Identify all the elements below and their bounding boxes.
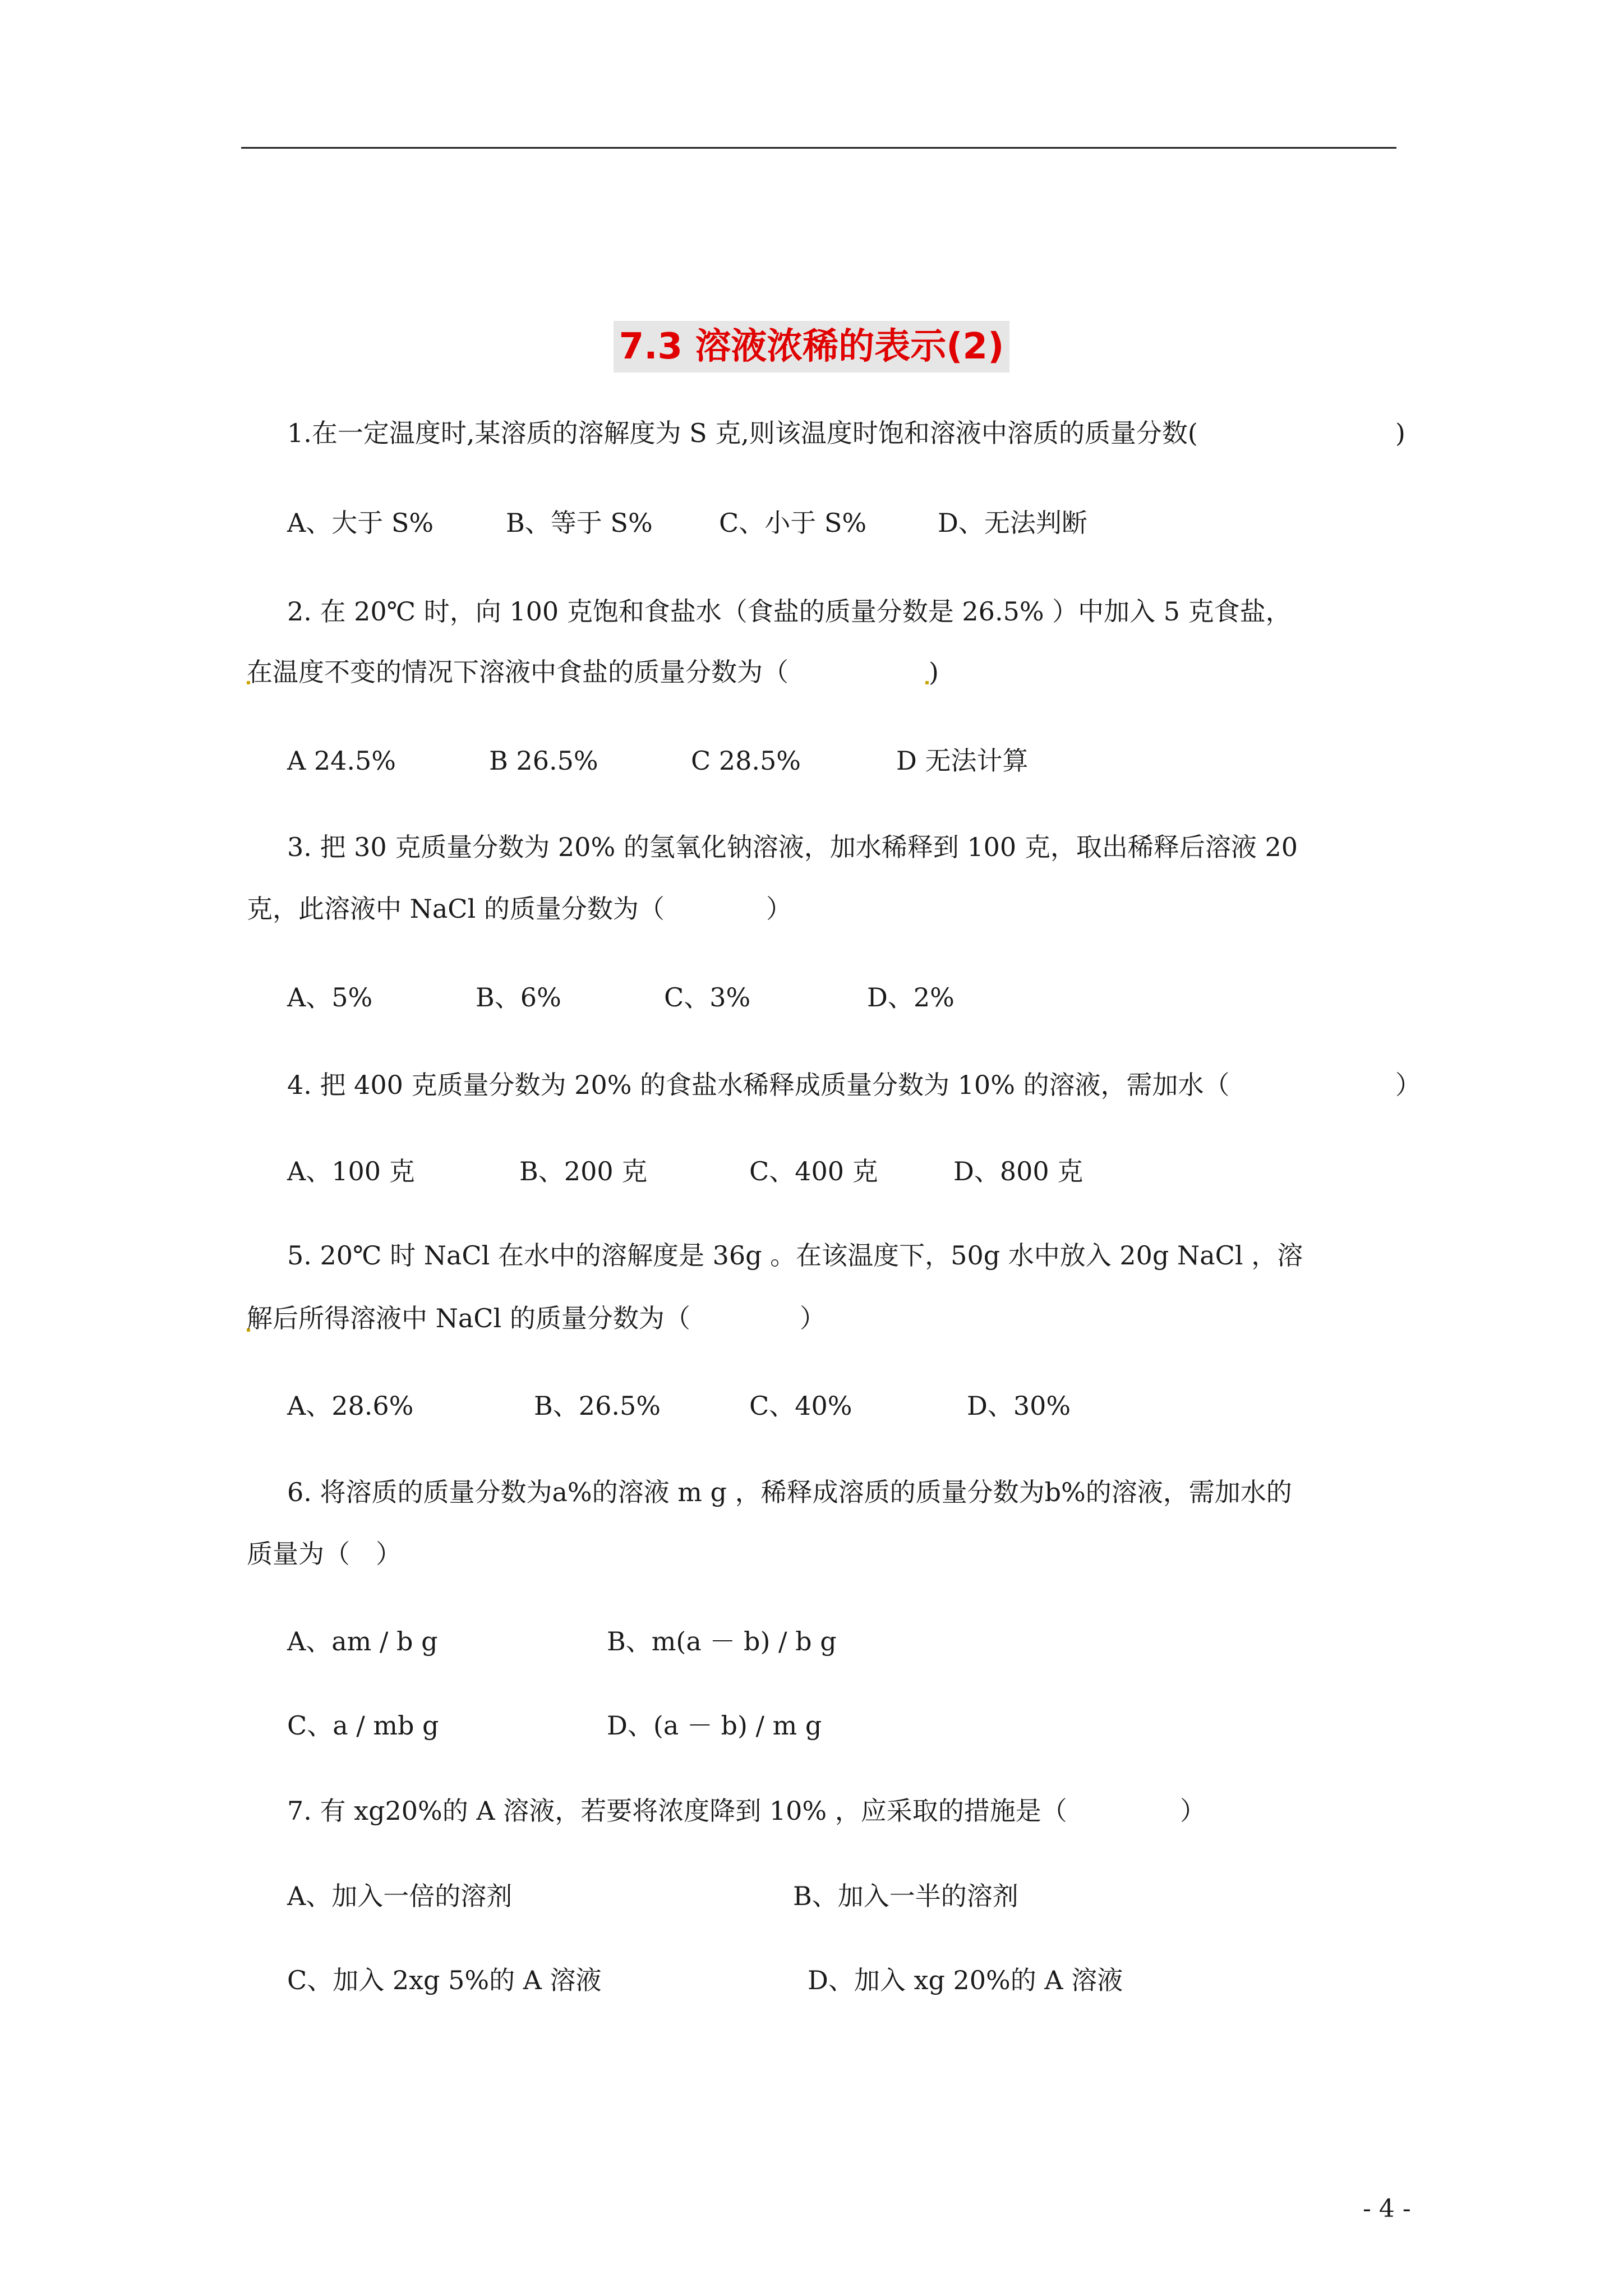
question-4-option-d: D、800 克 bbox=[953, 1156, 1083, 1186]
page-title: 7.3 溶液浓稀的表示(2) bbox=[614, 321, 1010, 372]
question-1-paren: ) bbox=[1395, 418, 1405, 448]
question-5-paren: ） bbox=[800, 1303, 826, 1333]
question-3-option-a: A、5% bbox=[287, 982, 373, 1013]
question-2-stem-cont: 在温度不变的情况下溶液中食盐的质量分数为（ bbox=[247, 657, 789, 687]
question-5-stem: 5. 20℃ 时 NaCl 在水中的溶解度是 36g 。在该温度下，50g 水中放入 20g NaCl ，溶 bbox=[287, 1240, 1303, 1271]
question-5-stem-cont: 解后所得溶液中 NaCl 的质量分数为（ bbox=[247, 1303, 690, 1333]
question-1-option-b: B、等于 S% bbox=[506, 508, 653, 538]
question-2-stem: 2. 在 20℃ 时，向 100 克饱和食盐水（食盐的质量分数是 26.5% ）中加入 5 克食盐， bbox=[287, 596, 1292, 627]
header-rule bbox=[241, 147, 1396, 149]
question-7-option-a: A、加入一倍的溶剂 bbox=[287, 1881, 513, 1911]
question-3-stem-cont: 克，此溶液中 NaCl 的质量分数为（ bbox=[247, 894, 665, 924]
question-6-option-d: D、(a － b) / m g bbox=[607, 1710, 822, 1741]
question-1-option-d: D、无法判断 bbox=[938, 508, 1087, 538]
question-7-paren: ） bbox=[1180, 1796, 1206, 1826]
question-1-stem: 1.在一定温度时,某溶质的溶解度为 S 克,则该温度时饱和溶液中溶质的质量分数( bbox=[287, 418, 1198, 448]
question-4-paren: ） bbox=[1395, 1070, 1421, 1100]
question-4-option-a: A、100 克 bbox=[287, 1156, 415, 1186]
question-5-option-a: A、28.6% bbox=[287, 1391, 414, 1421]
question-6-stem-cont: 质量为（ ） bbox=[247, 1539, 402, 1569]
question-3-stem: 3. 把 30 克质量分数为 20% 的氢氧化钠溶液，加水稀释到 100 克，取出稀释后溶液 20 bbox=[287, 832, 1298, 862]
question-3-option-b: B、6% bbox=[476, 982, 561, 1013]
question-2-option-d: D 无法计算 bbox=[896, 746, 1029, 776]
question-3-option-c: C、3% bbox=[664, 982, 751, 1013]
question-1-option-c: C、小于 S% bbox=[719, 508, 867, 538]
question-5-option-d: D、30% bbox=[967, 1391, 1071, 1421]
question-4-option-c: C、400 克 bbox=[749, 1156, 878, 1186]
question-5-option-b: B、26.5% bbox=[534, 1391, 661, 1421]
question-4-stem: 4. 把 400 克质量分数为 20% 的食盐水稀释成质量分数为 10% 的溶液，需加水（ bbox=[287, 1070, 1230, 1100]
question-7-option-b: B、加入一半的溶剂 bbox=[793, 1881, 1018, 1911]
question-1-option-a: A、大于 S% bbox=[287, 508, 434, 538]
question-6-stem: 6. 将溶质的质量分数为a%的溶液 m g ，稀释成溶质的质量分数为b%的溶液，需加水的 bbox=[287, 1477, 1292, 1507]
question-6-option-b: B、m(a － b) / b g bbox=[607, 1626, 837, 1657]
question-3-option-d: D、2% bbox=[867, 982, 955, 1013]
question-2-paren: ) bbox=[929, 657, 939, 687]
question-2-option-b: B 26.5% bbox=[489, 746, 598, 776]
question-5-option-c: C、40% bbox=[749, 1391, 852, 1421]
question-2-option-a: A 24.5% bbox=[287, 746, 396, 776]
page-number: - 4 - bbox=[1363, 2194, 1411, 2223]
question-6-option-a: A、am / b g bbox=[287, 1626, 438, 1657]
question-6-option-c: C、a / mb g bbox=[287, 1710, 439, 1741]
question-7-option-c: C、加入 2xg 5%的 A 溶液 bbox=[287, 1965, 602, 1995]
question-7-stem: 7. 有 xg20%的 A 溶液，若要将浓度降到 10% ，应采取的措施是（ bbox=[287, 1796, 1067, 1826]
question-3-paren: ） bbox=[766, 894, 792, 924]
question-7-option-d: D、加入 xg 20%的 A 溶液 bbox=[808, 1965, 1123, 1995]
question-4-option-b: B、200 克 bbox=[519, 1156, 648, 1186]
question-2-option-c: C 28.5% bbox=[691, 746, 801, 776]
